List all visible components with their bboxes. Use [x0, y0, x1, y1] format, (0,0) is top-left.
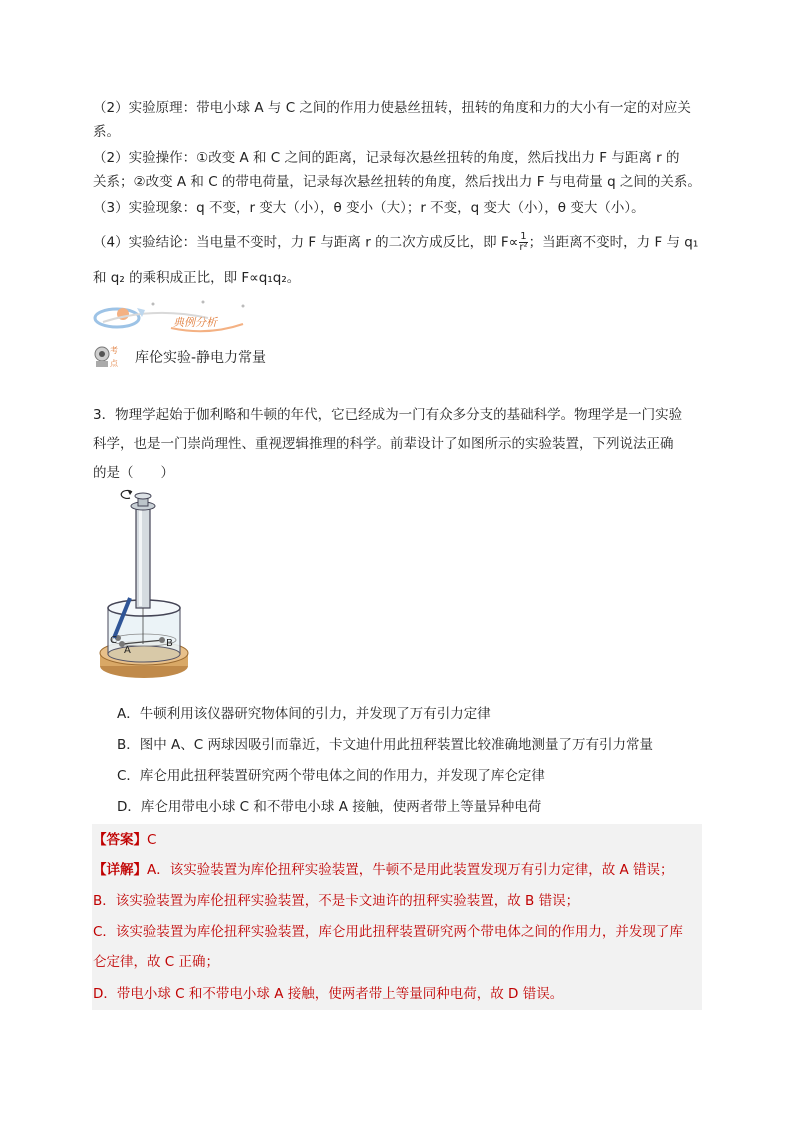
section-banner-title: 典例分析	[173, 316, 217, 329]
principle-line-2: 系。	[93, 124, 120, 140]
fraction-numerator: 1	[520, 231, 527, 242]
option-d: D．库仑用带电小球 C 和不带电小球 A 接触，使两者带上等量异种电荷	[117, 799, 542, 815]
question-line-1: 3．物理学起始于伽利略和牛顿的年代，它已经成为一门有众多分支的基础科学。物理学是一门实验	[93, 407, 683, 423]
answer-line	[93, 830, 156, 850]
explanation-line-1: 【详解】A．该实验装置为库伦扭秤实验装置，牛顿不是用此装置发现万有引力定律，故 A 错误；	[93, 862, 674, 878]
answer-label: 【答案】	[93, 832, 147, 848]
answer-value: C	[147, 832, 157, 848]
option-b: B．图中 A、C 两球因吸引而靠近，卡文迪什用此扭秤装置比较准确地测量了万有引力常量	[117, 737, 654, 753]
svg-text:考: 考	[110, 346, 118, 355]
principle-line-1: （2）实验原理：带电小球 A 与 C 之间的作用力使悬丝扭转，扭转的角度和力的大小有一定的对应关	[93, 100, 691, 116]
label-a: A	[124, 645, 131, 656]
label-c: C	[110, 635, 117, 646]
kaodian-row	[93, 342, 266, 372]
conclusion-part-1: （4）实验结论：当电量不变时，力 F 与距离 r 的二次方成反比，即 F∝	[93, 234, 519, 251]
label-b: B	[166, 638, 173, 649]
phenomenon-line: （3）实验现象：q 不变，r 变大（小），θ 变小（大）；r 不变，q 变大（小），θ 变大（小）。	[93, 200, 645, 216]
explanation-line-4: 仑定律，故 C 正确；	[93, 954, 220, 970]
answer-box	[92, 824, 702, 1010]
torsion-balance-diagram	[96, 488, 196, 693]
svg-text:点: 点	[110, 359, 118, 368]
section-banner-graphic	[93, 296, 268, 336]
question-line-2: 科学，也是一门崇尚理性、重视逻辑推理的科学。前辈设计了如图所示的实验装置，下列说法正确	[93, 436, 674, 452]
question-line-3: 的是（ ）	[93, 465, 174, 481]
operation-line-2: 关系；②改变 A 和 C 的带电荷量，记录每次悬丝扭转的角度，然后找出力 F 与电荷量 q 之间的关系。	[93, 174, 701, 190]
explanation-label: 【详解】	[93, 862, 147, 878]
kaodian-label: 库伦实验-静电力常量	[135, 350, 267, 366]
conclusion-line-1	[93, 232, 698, 253]
conclusion-line-2: 和 q₂ 的乘积成正比，即 F∝q₁q₂。	[93, 270, 301, 286]
explanation-line-5: D．带电小球 C 和不带电小球 A 接触，使两者带上等量同种电荷，故 D 错误。	[93, 986, 564, 1002]
option-a: A．牛顿利用该仪器研究物体间的引力，并发现了万有引力定律	[117, 706, 491, 722]
conclusion-part-2: ；当距离不变时，力 F 与 q₁	[528, 234, 699, 251]
operation-line-1: （2）实验操作：①改变 A 和 C 之间的距离，记录每次悬丝扭转的角度，然后找出力 F 与距离 r 的	[93, 150, 680, 166]
fraction-denominator: r²	[519, 242, 528, 253]
option-c: C．库仑用此扭秤装置研究两个带电体之间的作用力，并发现了库仑定律	[117, 768, 545, 784]
kaodian-icon	[93, 342, 123, 372]
explanation-line-2: B．该实验装置为库伦扭秤实验装置，不是卡文迪许的扭秤实验装置，故 B 错误；	[93, 893, 580, 909]
explanation-line-3: C．该实验装置为库伦扭秤实验装置，库仑用此扭秤装置研究两个带电体之间的作用力，并发现了库	[93, 924, 683, 940]
fraction	[519, 232, 527, 253]
